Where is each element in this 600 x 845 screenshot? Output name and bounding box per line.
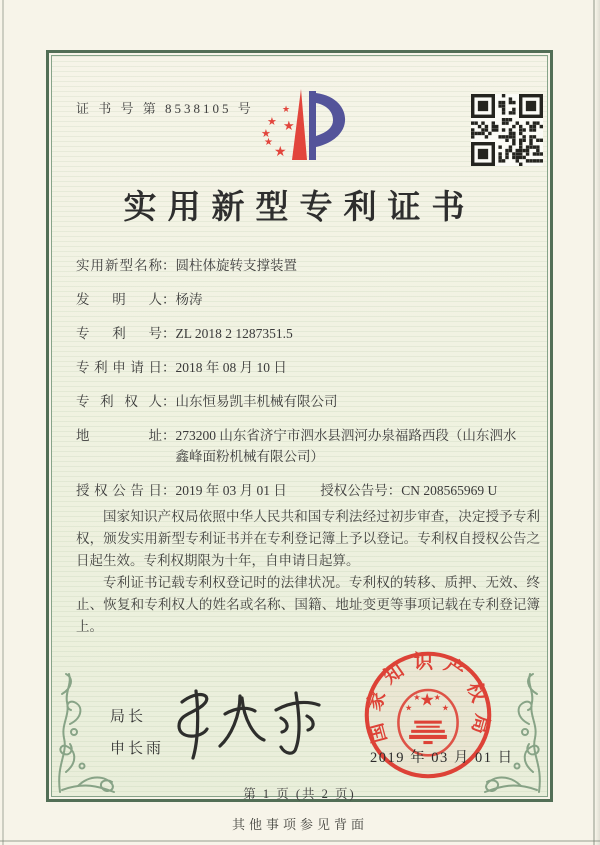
grant-no-value: CN 208565969 U [401, 483, 498, 498]
field-row [76, 323, 538, 344]
field-value: 2018 年 08 月 10 日 [175, 360, 287, 375]
field-colon: ： [162, 483, 176, 498]
legal-status-paragraph: 专利证书记载专利权登记时的法律状况。专利权的转移、质押、无效、终止、恢复和专利权人的姓名或名称、国籍、地址变更等事项记载在专利登记簿上。 [76, 575, 540, 634]
field-colon: ： [162, 258, 176, 273]
field-row [76, 391, 538, 412]
certificate-border-frame [46, 50, 553, 802]
svg-text:★: ★ [274, 144, 287, 160]
field-colon: ： [162, 360, 176, 375]
svg-text:★: ★ [267, 115, 277, 128]
fields-list [76, 255, 538, 501]
seal-text: 国家知识产权局 [363, 651, 493, 745]
svg-text:★: ★ [264, 137, 273, 148]
field-colon: ： [162, 428, 176, 443]
seal-date: 2019 年 03 月 01 日 [370, 750, 514, 766]
field-label: 实用新型名称 [76, 258, 162, 273]
svg-text:★: ★ [419, 690, 435, 711]
grant-date-value: 2019 年 03 月 01 日 [175, 483, 287, 498]
grant-row [76, 480, 538, 501]
field-row [76, 255, 538, 276]
svg-text:★: ★ [283, 119, 295, 134]
field-label: 专利申请日 [76, 360, 162, 375]
scan-edge-line-bottom [0, 840, 600, 842]
commissioner-signature [152, 686, 342, 771]
field-label: 专利号 [76, 326, 162, 341]
field-label: 发明人 [76, 292, 162, 307]
field-colon: ： [387, 483, 402, 498]
field-colon: ： [162, 292, 176, 307]
certificate-number: 证 书 号 第 8538105 号 [76, 101, 254, 116]
field-value: 圆柱体旋转支撑装置 [175, 258, 297, 273]
field-label: 专利权人 [76, 394, 162, 409]
svg-text:★: ★ [282, 105, 291, 115]
field-row [76, 289, 538, 310]
field-label: 地址 [76, 428, 162, 443]
scan-edge-line-left [2, 0, 4, 845]
certificate-body [51, 55, 548, 801]
field-value: ZL 2018 2 1287351.5 [175, 326, 293, 341]
field-value: 杨涛 [175, 292, 203, 307]
cnipa-patent-logo-icon [252, 84, 356, 176]
field-row [76, 425, 538, 467]
commissioner-name: 申长雨 [110, 741, 165, 757]
page-number: 第 1 页 (共 2 页) [243, 787, 356, 801]
field-value: 273200 山东省济宁市泗水县泗河办泉福路西段（山东泗水鑫峰面粉机械有限公司） [175, 428, 517, 464]
field-colon: ： [162, 326, 176, 341]
grant-no-label: 授权公告号 [320, 483, 388, 498]
field-colon: ： [162, 394, 176, 409]
scan-edge-shadow-right [595, 0, 600, 845]
scan-edge-line-right [593, 0, 595, 845]
back-note: 其他事项参见背面 [231, 817, 368, 832]
field-row [76, 357, 538, 378]
svg-text:★: ★ [441, 702, 450, 713]
grant-no-group [320, 483, 497, 498]
field-value: 山东恒易凯丰机械有限公司 [175, 394, 338, 409]
grant-date-label: 授权公告日 [76, 483, 162, 498]
qr-code [471, 94, 543, 166]
svg-text:★: ★ [261, 127, 271, 140]
decision-paragraph: 国家知识产权局依照中华人民共和国专利法经过初步审查，决定授予专利权，颁发实用新型专利证书并在专利登记簿上予以登记。专利权自授权公告之日起生效。专利权期限为十年，自申请日起算。 [76, 509, 540, 568]
svg-text:★: ★ [405, 702, 413, 713]
svg-text:★: ★ [433, 692, 441, 703]
svg-text:★: ★ [413, 692, 421, 703]
commissioner-title: 局长 [110, 709, 147, 725]
certificate-title: 实用新型专利证书 [123, 190, 476, 226]
